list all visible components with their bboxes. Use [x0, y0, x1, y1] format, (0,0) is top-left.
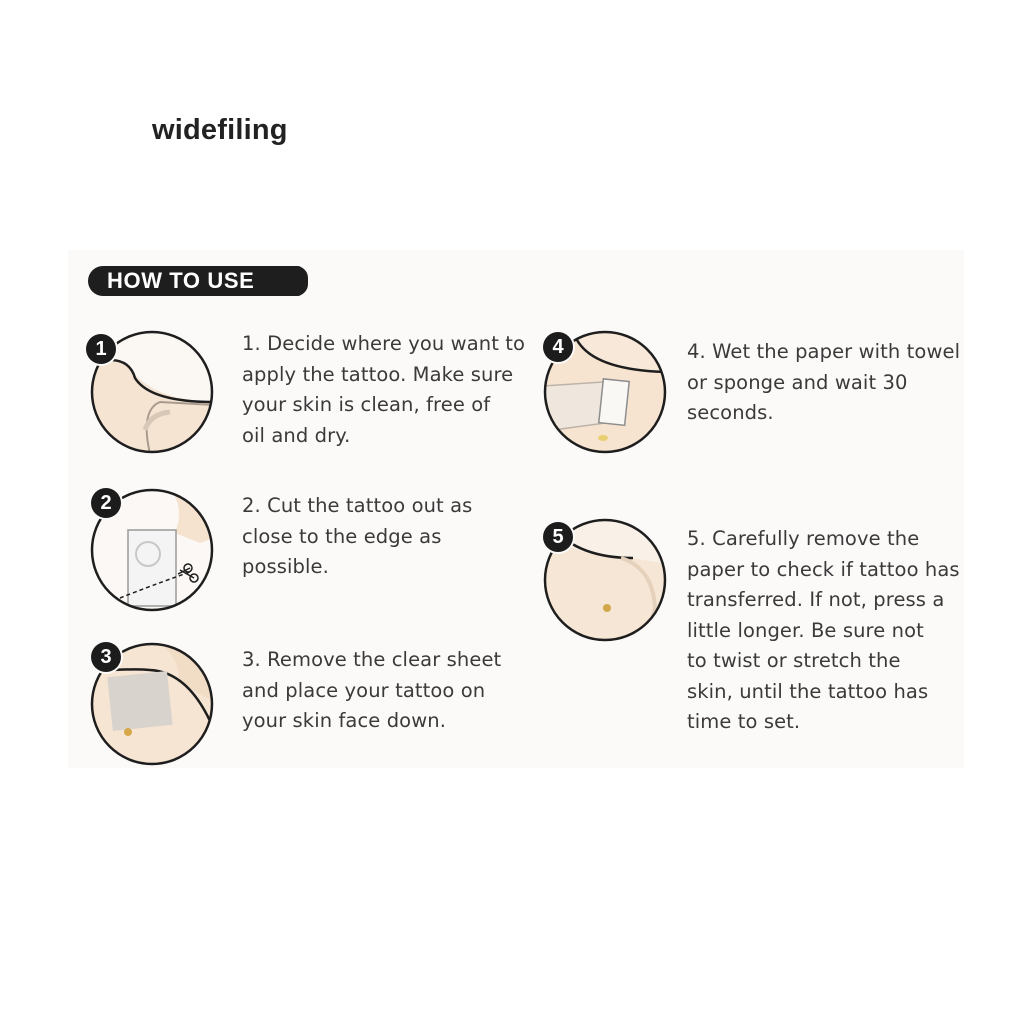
step-3-text: 3. Remove the clear sheet and place your tattoo on your skin face down. — [242, 648, 502, 732]
step-4-text: 4. Wet the paper with towel or sponge and wait 30 seconds. — [687, 340, 961, 424]
step-1-text: 1. Decide where you want to apply the tattoo. Make sure your skin is clean, free of oil and dry. — [242, 332, 526, 447]
header-label: HOW TO USE — [107, 268, 255, 293]
how-to-use-header — [88, 266, 302, 296]
step-1-badge: 1 — [86, 334, 116, 364]
step-2-text: 2. Cut the tattoo out as close to the edge as possible. — [242, 494, 473, 578]
step-5-text: 5. Carefully remove the paper to check if tattoo has transferred. If not, press a little longer. Be sure not to twist or stretch the skin, until the tattoo has time to set. — [687, 527, 960, 733]
step-4-badge: 4 — [543, 332, 573, 362]
step-5-badge: 5 — [543, 522, 573, 552]
watermark-text: widefiling — [152, 114, 288, 146]
step-3-badge: 3 — [91, 642, 121, 672]
step-2-badge: 2 — [91, 488, 121, 518]
